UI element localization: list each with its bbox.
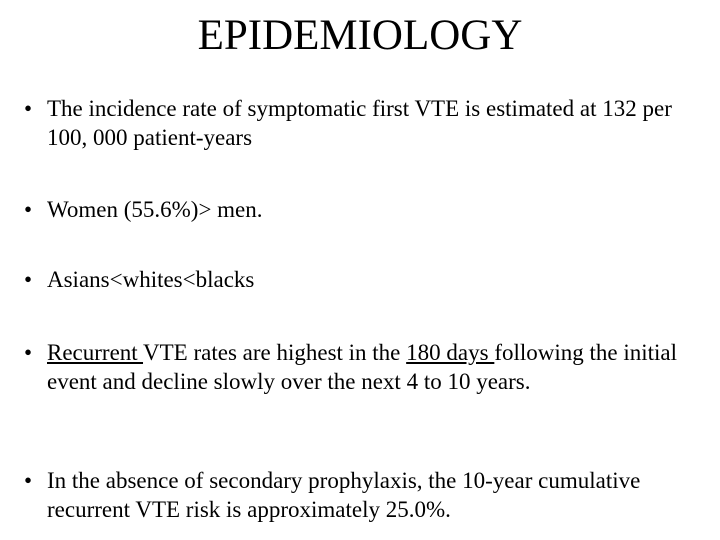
bullet-dot-icon: • [24,96,33,121]
bullet-text-ethnicity: Asians<whites<blacks [47,267,255,292]
bullet-text-recurrence [47,338,704,396]
bullet-text-sex: Women (55.6%)> men. [47,197,263,222]
underlined-term-180-days: 180 days [406,340,495,365]
bullet-dot-icon: • [24,340,33,365]
bullet-text-incidence: The incidence rate of symptomatic first VTE is estimated at 132 per 100, 000 patient-years [47,96,672,150]
bullet-text-segment: VTE rates are highest in the [143,340,407,365]
bullet-dot-icon: • [24,197,33,222]
bullet-dot-icon: • [24,468,33,493]
underlined-term-recurrent: Recurrent [47,340,144,365]
bullet-item-ethnicity [24,265,704,294]
bullet-item-recurrence [24,338,704,396]
bullet-item-sex [24,195,704,224]
bullet-dot-icon: • [24,267,33,292]
slide-title: EPIDEMIOLOGY [197,12,523,59]
bullet-text-cumulative-risk: In the absence of secondary prophylaxis, the 10-year cumulative recurrent VTE risk is approximately 25.0%. [47,468,641,522]
bullet-item-cumulative-risk [24,466,704,524]
bullet-text-segment: following the initial event and decline slowly over the next 4 to 10 years. [47,340,678,394]
bullet-item-incidence [24,94,704,152]
